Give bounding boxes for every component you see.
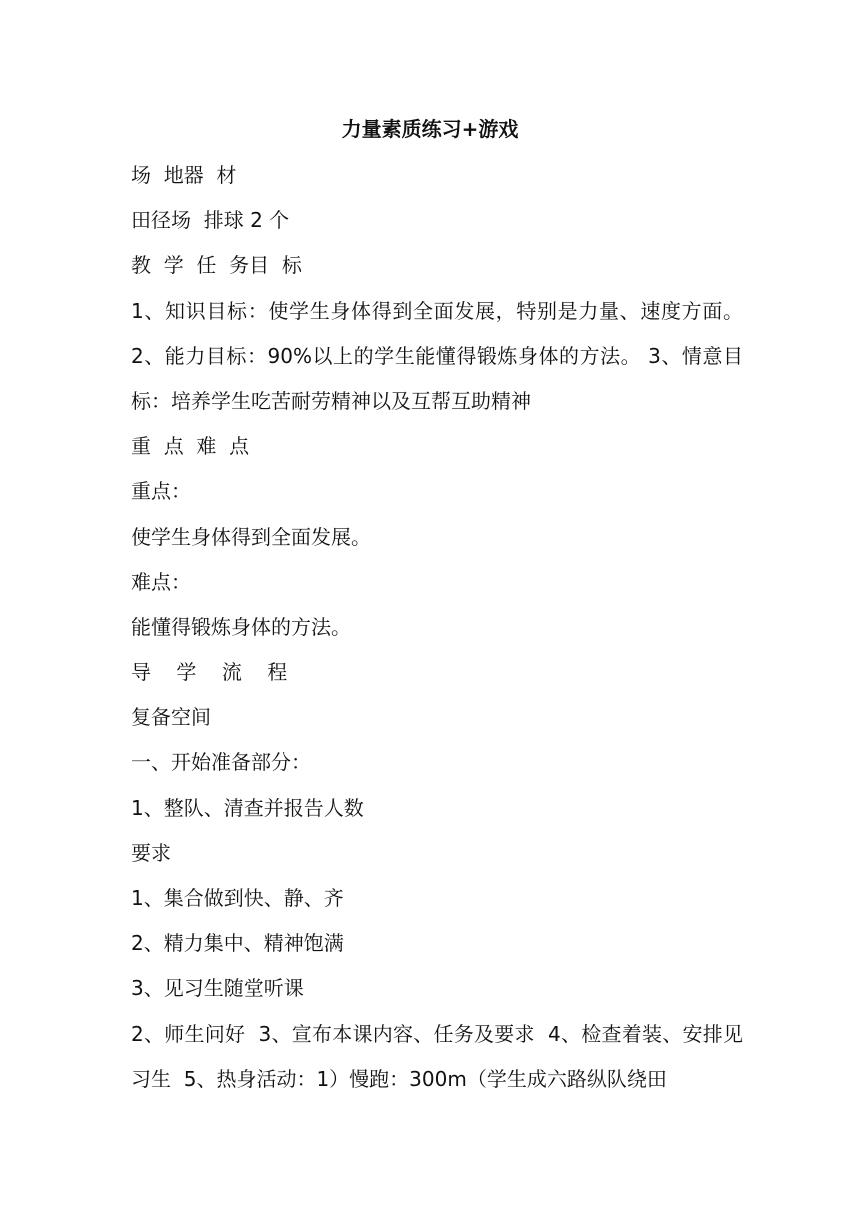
- section-heading-key-difficult-points: 重 点 难 点: [131, 434, 250, 459]
- key-point-text: 使学生身体得到全面发展。: [131, 524, 371, 549]
- requirement-item-2: 2、精力集中、精神饱满: [131, 931, 344, 956]
- document-body: [131, 153, 743, 1102]
- requirement-item-3: 3、见习生随堂听课: [131, 976, 304, 1001]
- section-heading-objectives: 教 学 任 务目 标: [131, 253, 302, 278]
- difficult-point-text: 能懂得锻炼身体的方法。: [131, 614, 351, 639]
- procedure-paragraph: 2、师生问好 3、宣布本课内容、任务及要求 4、检查着装、安排见习生 5、热身活动：1）慢跑：300m（学生成六路纵队绕田: [131, 1021, 743, 1091]
- difficult-point-label: 难点：: [131, 569, 191, 594]
- section-heading-learning-process: 导 学 流 程: [131, 660, 288, 685]
- document-title: 力量素质练习+游戏: [341, 117, 519, 141]
- objectives-paragraph: 1、知识目标：使学生身体得到全面发展，特别是力量、速度方面。 2、能力目标：90%以上的学生能懂得锻炼身体的方法。 3、情意目标：培养学生吃苦耐劳精神以及互帮互助精神: [131, 298, 743, 413]
- venue-equipment-text: 田径场 排球 2 个: [131, 208, 290, 233]
- lesson-prep-space-label: 复备空间: [131, 705, 211, 730]
- key-point-label: 重点：: [131, 479, 191, 504]
- section-heading-venue-equipment: 场 地器 材: [131, 163, 237, 187]
- requirements-label: 要求: [131, 840, 171, 865]
- requirement-item-1: 1、集合做到快、静、齐: [131, 886, 344, 911]
- step-line-1: 1、整队、清查并报告人数: [131, 795, 364, 820]
- part-one-heading: 一、开始准备部分：: [131, 750, 311, 775]
